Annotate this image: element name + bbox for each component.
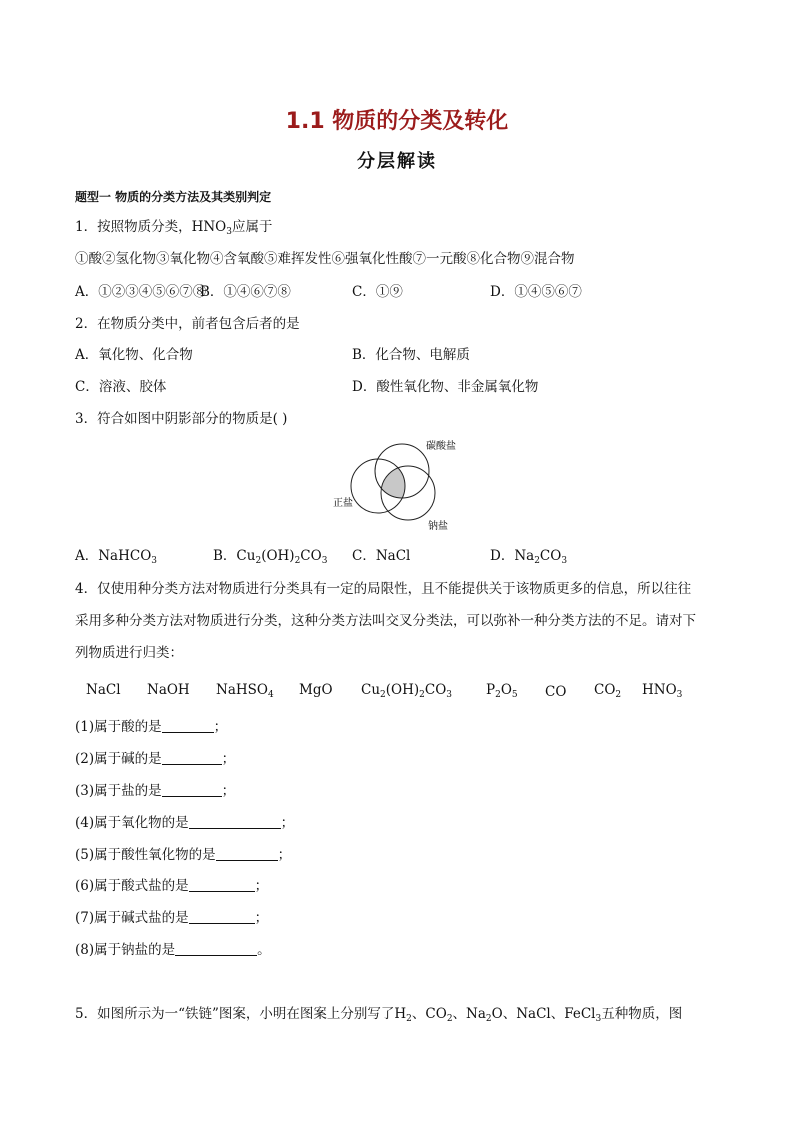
substance-naoh: NaOH: [147, 682, 190, 698]
answer-blank[interactable]: [162, 718, 214, 733]
substance-co2: $CO_2$: [594, 682, 622, 700]
q1-option-b: B．①④⑥⑦⑧: [200, 284, 291, 300]
q2-option-d: D．酸性氧化物、非金属氧化物: [352, 379, 539, 395]
q4-stem-line1: 4．仅使用种分类方法对物质进行分类具有一定的局限性，且不能提供关于该物质更多的信息，所以往往: [75, 581, 692, 597]
q1-stem: 1．按照物质分类，$HNO_3$应属于: [75, 219, 273, 237]
substance-mgo: MgO: [299, 682, 333, 698]
answer-blank[interactable]: [189, 909, 255, 924]
substance-nacl: NaCl: [86, 682, 121, 698]
q3-option-c: C．NaCl: [352, 548, 411, 564]
substance-nahso4: NaHSO$_4$: [216, 682, 274, 700]
venn-label-tansuanyan: 碳酸盐: [426, 441, 456, 452]
q3-stem: 3．符合如图中阴影部分的物质是( ): [75, 411, 288, 427]
q2-option-b: B．化合物、电解质: [352, 347, 470, 363]
q2-option-c: C．溶液、胶体: [75, 379, 167, 395]
q3-option-b: B．$Cu_2(OH)_2CO_3$: [213, 548, 328, 566]
substance-co: CO: [545, 684, 567, 700]
q4-stem-line3: 列物质进行归类：: [75, 645, 183, 661]
q4-part-7: (7)属于碱式盐的是 ；: [75, 910, 269, 926]
q1-list: ①酸②氢化物③氧化物④含氧酸⑤难挥发性⑥强氧化性酸⑦一元酸⑧化合物⑨混合物: [75, 251, 575, 267]
q2-stem: 2．在物质分类中，前者包含后者的是: [75, 316, 300, 332]
q4-part-1: (1)属于酸的是 ；: [75, 719, 228, 735]
answer-blank[interactable]: [162, 782, 222, 797]
page-title: 1.1 物质的分类及转化: [285, 109, 509, 134]
substance-basic-copper-carbonate: $Cu_2(OH)_2CO_3$: [361, 682, 453, 700]
q4-part-4: (4)属于氧化物的是 ；: [75, 815, 295, 831]
venn-diagram: [330, 436, 470, 536]
substance-p2o5: $P_2O_5$: [486, 682, 518, 700]
q4-part-6: (6)属于酸式盐的是 ；: [75, 878, 269, 894]
answer-blank[interactable]: [216, 846, 278, 861]
answer-blank[interactable]: [189, 814, 281, 829]
answer-blank[interactable]: [162, 750, 222, 765]
q2-option-a: A．氧化物、化合物: [75, 347, 193, 363]
q5-stem: 5．如图所示为一“铁链”图案，小明在图案上分别写了$H_2$、$CO_2$、$Na_2O$、NaCl、FeCl$_3$五种物质，图: [75, 1006, 683, 1024]
venn-label-nayan: 钠盐: [428, 521, 448, 532]
q3-option-a: A．NaHCO$_3$: [75, 548, 158, 566]
q1-option-c: C．①⑨: [352, 284, 403, 300]
answer-blank[interactable]: [189, 877, 255, 892]
page-subtitle: 分层解读: [357, 151, 437, 172]
q4-part-2: (2)属于碱的是 ；: [75, 751, 236, 767]
section-title: 题型一 物质的分类方法及其类别判定: [75, 190, 272, 204]
venn-label-zhengyan: 正盐: [333, 498, 353, 509]
q4-part-8: (8)属于钠盐的是 。: [75, 942, 271, 958]
q1-option-d: D．①④⑤⑥⑦: [490, 284, 582, 300]
q4-part-5: (5)属于酸性氧化物的是 ；: [75, 847, 292, 863]
answer-blank[interactable]: [175, 941, 257, 956]
q1-option-a: A．①②③④⑤⑥⑦⑧: [75, 284, 207, 300]
q3-option-d: D．$Na_2CO_3$: [490, 548, 568, 566]
q4-stem-line2: 采用多种分类方法对物质进行分类，这种分类方法叫交叉分类法，可以弥补一种分类方法的不足。请对下: [75, 613, 696, 629]
substance-hno3: $HNO_3$: [642, 682, 683, 700]
q4-part-3: (3)属于盐的是 ；: [75, 783, 236, 799]
